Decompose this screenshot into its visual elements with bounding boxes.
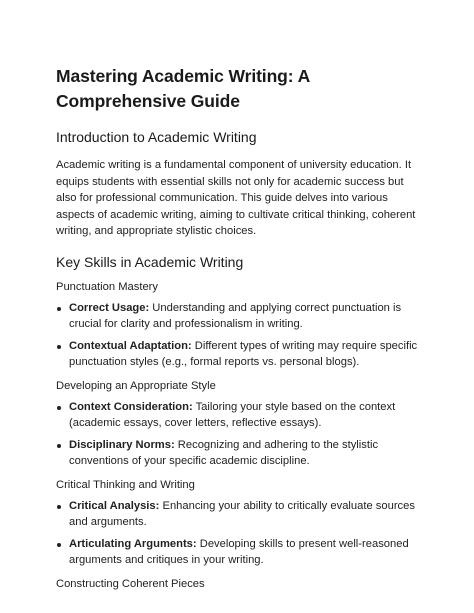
list-item	[56, 300, 426, 333]
list-item-term: Correct Usage:	[69, 301, 150, 314]
bullet-list-critical-thinking	[56, 498, 426, 569]
list-item-text: Developing skills to present well-reasoned arguments and critiques in your writing.	[69, 537, 409, 566]
bullet-list-punctuation	[56, 300, 426, 371]
list-item-text: Enhancing your ability to critically evaluate sources and arguments.	[69, 499, 415, 528]
key-skills-heading: Key Skills in Academic Writing	[56, 253, 244, 270]
bullet-icon	[57, 543, 61, 547]
list-item-text: Recognizing and adhering to the stylistic conventions of your specific academic discipline.	[69, 438, 379, 467]
intro-paragraph: Academic writing is a fundamental component of university education. It equips students with essential skills not only for academic success but also for professional communication. This guide delves into various aspects of academic writing, aiming to cultivate critical thinking, coherent writing, and appropriate stylistic choices.	[56, 159, 416, 237]
bullet-list-style	[56, 399, 426, 470]
bullet-icon	[57, 345, 61, 349]
list-item-term: Context Consideration:	[69, 400, 193, 413]
list-item-term: Disciplinary Norms:	[69, 438, 175, 451]
list-item-term: Contextual Adaptation:	[69, 339, 192, 352]
list-item-text: Different types of writing may require specific punctuation styles (e.g., formal reports vs. personal blogs).	[69, 339, 418, 368]
list-item-text: Understanding and applying correct punctuation is crucial for clarity and professionalism in writing.	[69, 301, 402, 330]
list-item-term: Critical Analysis:	[69, 499, 160, 512]
document-title: Mastering Academic Writing: A Comprehensive Guide	[56, 66, 310, 111]
list-item	[56, 498, 426, 531]
intro-heading: Introduction to Academic Writing	[56, 129, 257, 145]
bullet-icon	[57, 307, 61, 311]
bullet-icon	[57, 406, 61, 410]
bullet-icon	[57, 444, 61, 448]
document-page	[56, 64, 426, 592]
list-item	[56, 437, 426, 470]
list-item	[56, 399, 426, 432]
section-heading-punctuation: Punctuation Mastery	[56, 280, 158, 293]
bullet-icon	[57, 505, 61, 509]
list-item	[56, 536, 426, 569]
section-heading-coherent-pieces: Constructing Coherent Pieces	[56, 577, 205, 590]
section-heading-critical-thinking: Critical Thinking and Writing	[56, 478, 195, 491]
list-item-term: Articulating Arguments:	[69, 537, 197, 550]
list-item	[56, 338, 426, 371]
section-heading-style: Developing an Appropriate Style	[56, 379, 216, 392]
list-item-text: Tailoring your style based on the context (academic essays, cover letters, reflective essays).	[69, 400, 396, 429]
